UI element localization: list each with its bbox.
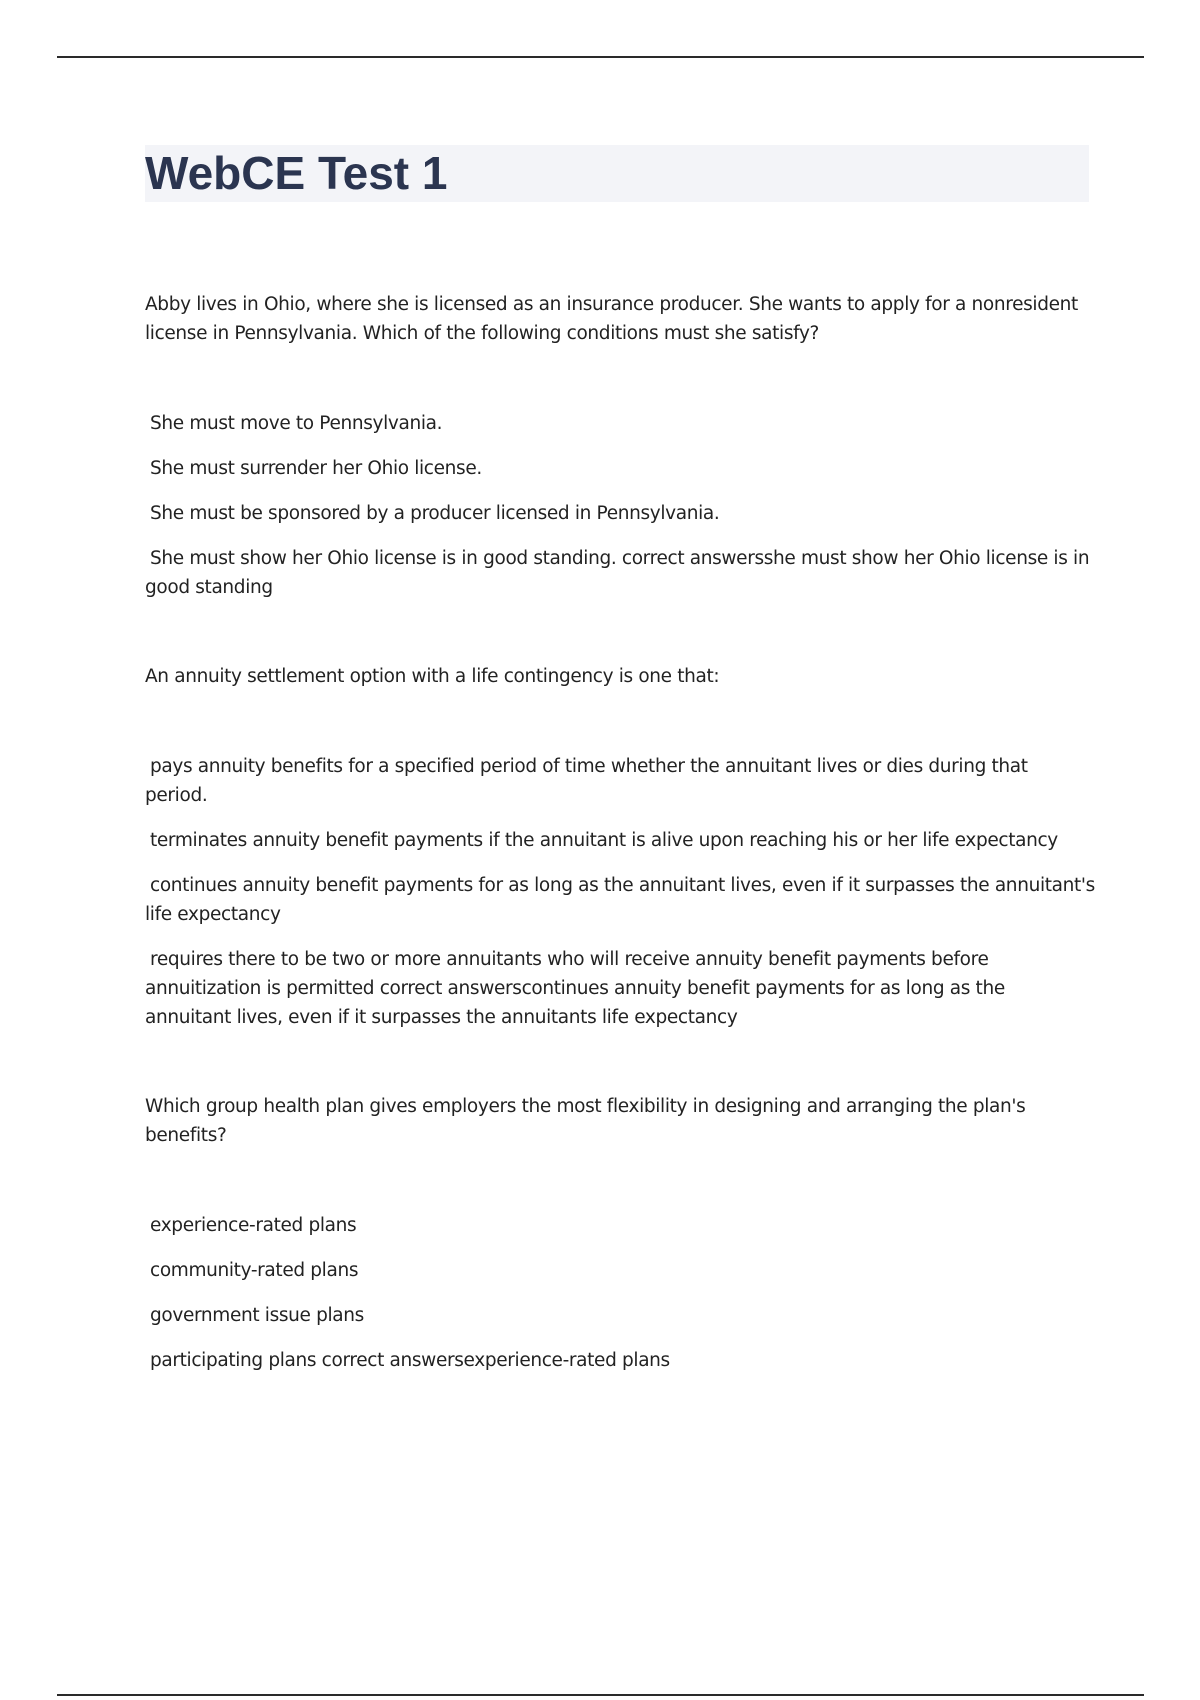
question-block xyxy=(145,662,1095,1032)
answer-option: community-rated plans xyxy=(150,1260,359,1281)
answer-option: government issue plans xyxy=(150,1305,364,1326)
answer-options xyxy=(145,409,1095,602)
answer-option: continues annuity benefit payments for as long as the annuitant lives, even if it surpasses the annuitant's life expectancy xyxy=(145,875,1095,925)
question-text: An annuity settlement option with a life contingency is one that: xyxy=(145,666,720,687)
answer-option: She must move to Pennsylvania. xyxy=(150,413,443,434)
answer-option: experience-rated plans xyxy=(150,1215,357,1236)
document-body xyxy=(145,290,1095,1435)
question-text: Which group health plan gives employers the most flexibility in designing and arranging the plan's benefits? xyxy=(145,1096,1026,1146)
answer-options xyxy=(145,752,1095,1032)
question-block xyxy=(145,1092,1095,1375)
answer-options xyxy=(145,1211,1095,1375)
document-title: WebCE Test 1 xyxy=(145,147,448,199)
answer-option: pays annuity benefits for a specified period of time whether the annuitant lives or dies during that period. xyxy=(145,756,1028,806)
answer-option-with-correct-answer: participating plans correct answersexperience-rated plans xyxy=(150,1350,670,1371)
answer-option-with-correct-answer: requires there to be two or more annuitants who will receive annuity benefit payments before annuitization is permitted correct answerscontinues annuity benefit payments for as long as the annuitant lives, even if it surpasses the annuitants life expectancy xyxy=(145,949,1005,1028)
answer-option-with-correct-answer: She must show her Ohio license is in good standing. correct answersshe must show her Ohio license is in good standing xyxy=(145,548,1090,598)
bottom-divider xyxy=(57,1694,1144,1696)
title-banner xyxy=(145,145,1089,202)
question-block xyxy=(145,290,1095,602)
answer-option: terminates annuity benefit payments if the annuitant is alive upon reaching his or her life expectancy xyxy=(150,830,1058,851)
answer-option: She must surrender her Ohio license. xyxy=(150,458,482,479)
question-text: Abby lives in Ohio, where she is licensed as an insurance producer. She wants to apply for a nonresident license in Pennsylvania. Which of the following conditions must she satisfy? xyxy=(145,294,1078,344)
answer-option: She must be sponsored by a producer licensed in Pennsylvania. xyxy=(150,503,720,524)
top-divider xyxy=(57,56,1144,58)
